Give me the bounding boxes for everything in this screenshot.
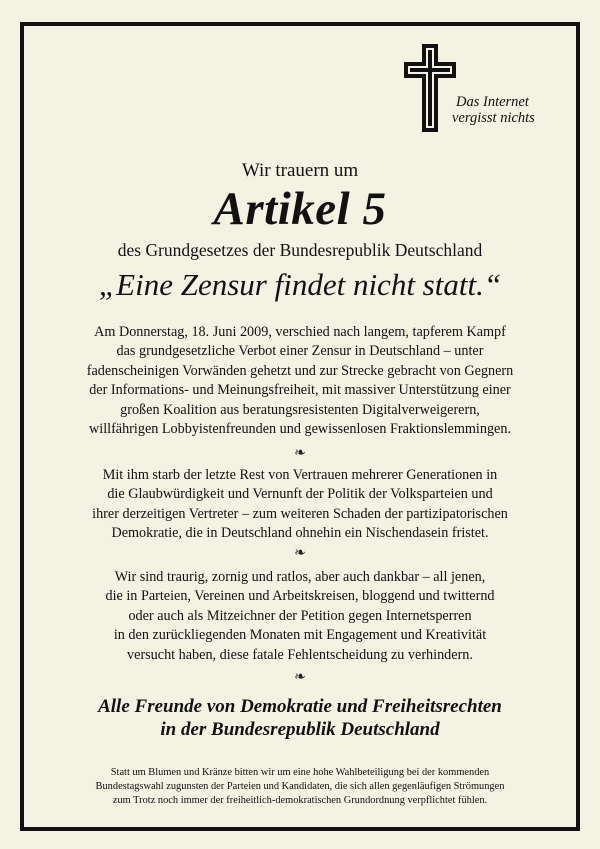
paragraph-line: Demokratie, die in Deutschland ohnehin ein Nischendasein fristet. <box>111 525 489 542</box>
ornament-icon: ❧ <box>294 546 306 561</box>
motto <box>452 94 562 126</box>
signature-line: Alle Freunde von Demokratie und Freiheitsrechten <box>98 696 502 717</box>
paragraph-line: versucht haben, diese fatale Fehlentscheidung zu verhindern. <box>127 646 473 663</box>
paragraph-3 <box>24 568 576 665</box>
paragraph-line: ihrer derzeitigen Vertreter – zum weiteren Schaden der partizipatorischen <box>92 505 508 522</box>
paragraph-line: der Informations- und Meinungsfreiheit, mit massiver Unterstützung einer <box>89 382 511 399</box>
signature <box>24 695 576 741</box>
paragraph-line: die Glaubwürdigkeit und Vernunft der Politik der Volksparteien und <box>107 486 493 503</box>
ornament-icon: ❧ <box>294 446 306 461</box>
motto-line: Das Internet <box>456 94 529 110</box>
paragraph-line: in den zurückliegenden Monaten mit Engagement und Kreativität <box>113 627 487 644</box>
paragraph-line: die in Parteien, Vereinen und Arbeitskreisen, bloggend und twitternd <box>105 588 495 605</box>
footnote-line: Bundestagswahl zugunsten der Parteien und Kandidaten, die sich allen gegenläufigen Strömungen <box>95 781 505 792</box>
paragraph-line: fadenscheinigen Vorwänden gehetzt und zur Strecke gebracht von Gegnern <box>86 362 514 379</box>
footnote <box>24 766 576 808</box>
paragraph-line: das grundgesetzliche Verbot einer Zensur in Deutschland – unter <box>116 343 484 360</box>
motto-line: vergisst nichts <box>452 110 535 126</box>
paragraph-1 <box>24 323 576 439</box>
footnote-line: zum Trotz noch immer der freiheitlich-demokratischen Grundordnung verpflichtet fühlen. <box>112 795 488 806</box>
paragraph-line: großen Koalition aus beratungsresistenten Digitalverweigerern, <box>120 401 480 418</box>
page-title: Artikel 5 <box>213 183 387 235</box>
ornament-icon: ❧ <box>294 670 306 685</box>
subtitle: des Grundgesetzes der Bundesrepublik Deutschland <box>117 240 483 260</box>
cross-icon <box>402 42 458 134</box>
paragraph-line: willfährigen Lobbyistenfreunden und gewissenlosen Fraktionslemmingen. <box>89 421 511 438</box>
paragraph-line: Mit ihm starb der letzte Rest von Vertrauen mehrerer Generationen in <box>102 467 498 483</box>
paragraph-line: oder auch als Mitzeichner der Petition gegen Internetsperren <box>128 607 472 624</box>
paragraph-line: Wir sind traurig, zornig und ratlos, aber auch dankbar – all jenen, <box>114 569 486 585</box>
signature-line: in der Bundesrepublik Deutschland <box>160 719 440 740</box>
quote: „Eine Zensur findet nicht statt.“ <box>98 267 502 302</box>
paragraph-2 <box>24 466 576 544</box>
intro-text: Wir trauern um <box>241 160 359 181</box>
footnote-line: Statt um Blumen und Kränze bitten wir um eine hohe Wahlbeteiligung bei der kommenden <box>110 767 490 778</box>
paragraph-line: Am Donnerstag, 18. Juni 2009, verschied nach langem, tapferem Kampf <box>94 324 506 340</box>
